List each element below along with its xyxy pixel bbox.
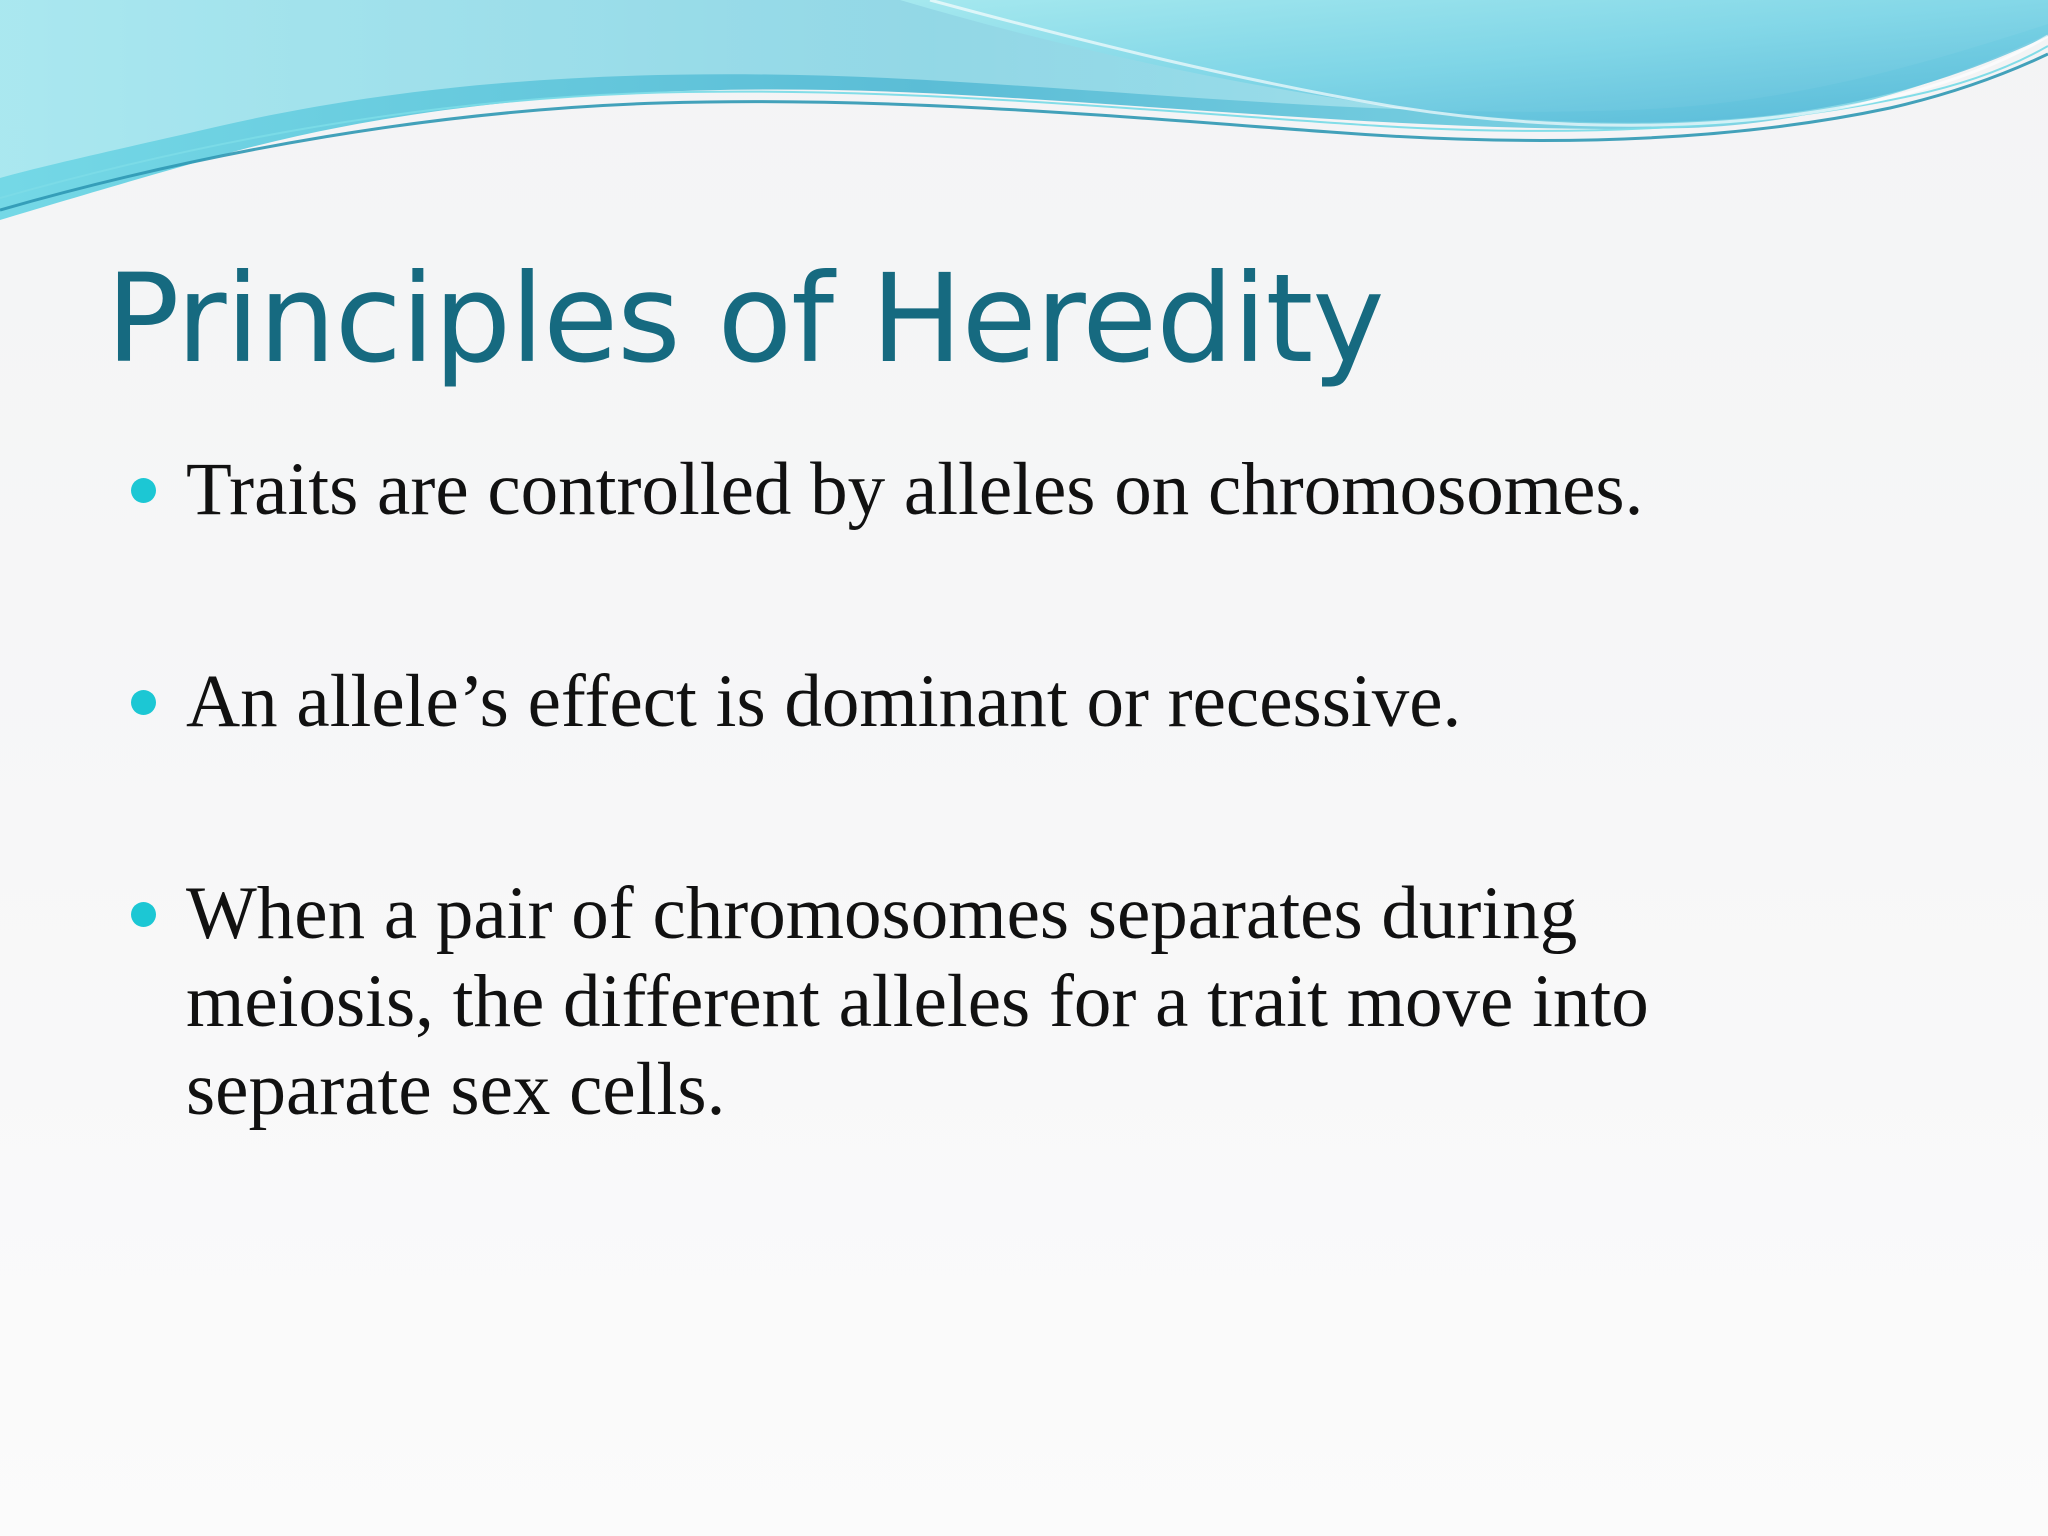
bullet-text: Traits are controlled by alleles on chromosomes.	[186, 448, 1644, 531]
bullet-item	[128, 870, 1768, 1134]
bullet-text: When a pair of chromosomes separates during meiosis, the different alleles for a trait move into separate sex cells.	[186, 872, 1649, 1131]
bullet-list	[128, 446, 1768, 1134]
bullet-text: An allele’s effect is dominant or recessive.	[186, 660, 1462, 743]
bullet-dot-icon	[131, 690, 156, 715]
slide-title: Principles of Heredity	[106, 248, 1384, 390]
bullet-dot-icon	[131, 478, 156, 503]
bullet-item	[128, 446, 1768, 534]
bullet-dot-icon	[131, 902, 156, 927]
header-wave-decoration	[0, 0, 2048, 240]
bullet-item	[128, 658, 1768, 746]
